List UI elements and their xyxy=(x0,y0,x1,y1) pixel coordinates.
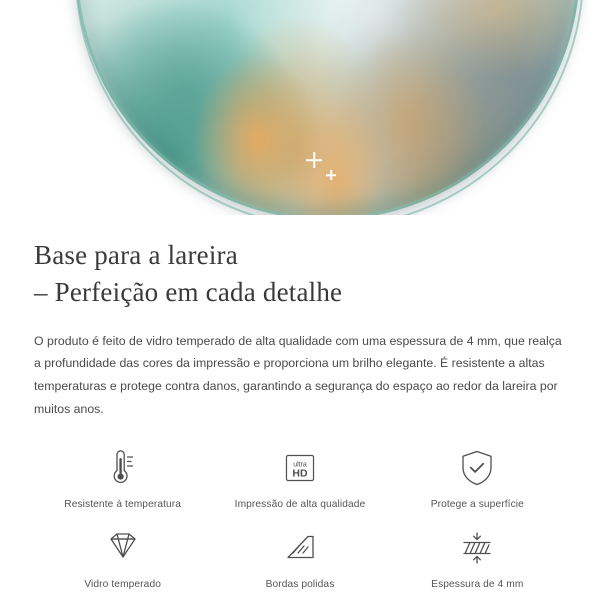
product-description: O produto é feito de vidro temperado de alta qualidade com uma espessura de 4 mm, que realça a profundidade das cores da impressão e proporciona um brilho elegante. É resistente a altas temperaturas e protege contra danos, garantindo a segurança do espaço ao redor da lareira por muitos anos. xyxy=(34,333,562,416)
feature-item-thickness xyxy=(389,526,566,590)
feature-label: Vidro temperado xyxy=(84,579,161,591)
feature-label: Protege a superfície xyxy=(430,499,524,511)
ultra-hd-icon xyxy=(280,446,320,490)
svg-text:HD: HD xyxy=(292,467,308,480)
feature-label: Resistente à temperatura xyxy=(64,499,182,511)
svg-text:ultra: ultra xyxy=(293,461,307,469)
feature-item-temperature-resistant xyxy=(34,446,211,510)
feature-item-tempered-glass xyxy=(34,526,211,590)
feature-item-surface-protection xyxy=(389,446,566,510)
page-title-line-1: Base para a lareira xyxy=(34,240,238,270)
page-title-line-2: – Perfeição em cada detalhe xyxy=(34,277,343,308)
content-section xyxy=(0,237,600,590)
round-glass-product-image xyxy=(75,0,580,215)
feature-label: Impressão de alta qualidade xyxy=(234,499,366,511)
diamond-icon xyxy=(102,526,144,570)
feature-item-polished-edges xyxy=(211,526,388,590)
polished-edges-icon xyxy=(280,526,320,570)
thermometer-icon xyxy=(104,446,142,490)
feature-label: Bordas polidas xyxy=(265,579,335,591)
thickness-arrows-icon xyxy=(455,526,499,570)
feature-label: Espessura de 4 mm xyxy=(431,579,524,591)
shield-check-icon xyxy=(458,446,496,490)
feature-item-print-quality xyxy=(211,446,388,510)
page-title xyxy=(34,237,566,312)
feature-list xyxy=(34,446,566,590)
hero-image xyxy=(0,0,600,215)
